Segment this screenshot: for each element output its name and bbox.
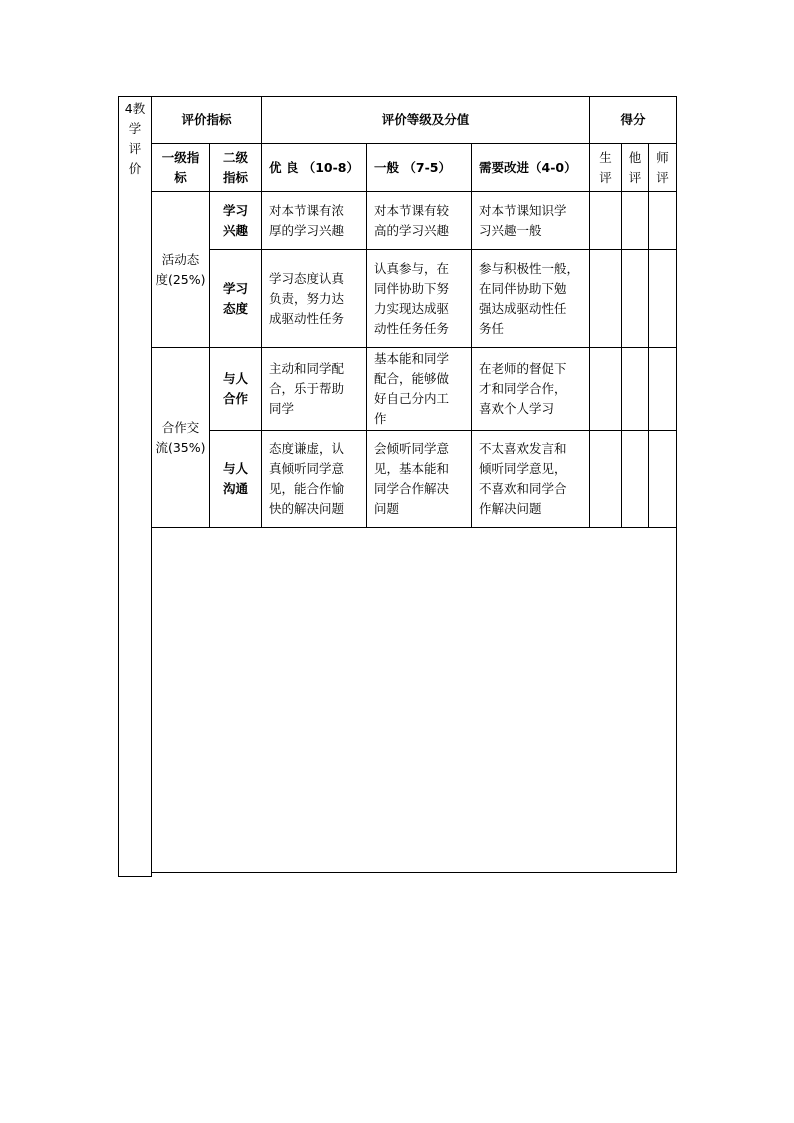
excellent-desc: 态度谦虚，认 真倾听同学意 见，能合作愉 快的解决问题 [262, 431, 367, 528]
teacher-score-cell[interactable] [649, 348, 677, 431]
improve-header: 需要改进（4-0） [472, 144, 590, 192]
average-desc: 会倾听同学意 见，基本能和 同学合作解决 问题 [367, 431, 472, 528]
evaluation-sheet [118, 96, 676, 877]
excellent-desc: 主动和同学配 合，乐于帮助 同学 [262, 348, 367, 431]
teacher-score-cell[interactable] [649, 431, 677, 528]
improve-desc: 对本节课知识学 习兴趣一般 [472, 192, 590, 250]
sub-indicator: 与人 沟通 [210, 431, 262, 528]
score-header: 得分 [590, 97, 677, 144]
sub-indicator: 与人 合作 [210, 348, 262, 431]
improve-desc: 参与积极性一般， 在同伴协助下勉 强达成驱动性任 务任 [472, 250, 590, 348]
self-score-cell[interactable] [590, 192, 622, 250]
notes-area-row [119, 528, 677, 873]
average-desc: 对本节课有较 高的学习兴趣 [367, 192, 472, 250]
peer-score-cell[interactable] [622, 250, 649, 348]
peer-score-cell[interactable] [622, 192, 649, 250]
teacher-score-cell[interactable] [649, 250, 677, 348]
excellent-header: 优 良 （10-8） [262, 144, 367, 192]
excellent-desc: 对本节课有浓 厚的学习兴趣 [262, 192, 367, 250]
grades-header: 评价等级及分值 [262, 97, 590, 144]
level1-header: 一级指 标 [152, 144, 210, 192]
peer-eval-header: 他 评 [622, 144, 649, 192]
self-score-cell[interactable] [590, 250, 622, 348]
level2-header: 二级 指标 [210, 144, 262, 192]
self-eval-header: 生 评 [590, 144, 622, 192]
improve-desc: 在老师的督促下 才和同学合作， 喜欢个人学习 [472, 348, 590, 431]
group-name-cooperation: 合作交 流(35%) [152, 348, 210, 528]
side-label: 4教 学 评 价 [119, 97, 152, 877]
sub-indicator: 学习 兴趣 [210, 192, 262, 250]
average-header: 一般 （7-5） [367, 144, 472, 192]
self-score-cell[interactable] [590, 348, 622, 431]
notes-area[interactable] [152, 528, 677, 873]
peer-score-cell[interactable] [622, 348, 649, 431]
excellent-desc: 学习态度认真 负责，努力达 成驱动性任务 [262, 250, 367, 348]
table-row [119, 348, 677, 431]
self-score-cell[interactable] [590, 431, 622, 528]
subheader-row [119, 144, 677, 192]
sub-indicator: 学习 态度 [210, 250, 262, 348]
header-row [119, 97, 677, 144]
indicators-header: 评价指标 [152, 97, 262, 144]
table-row [119, 192, 677, 250]
group-name-activity: 活动态 度(25%) [152, 192, 210, 348]
average-desc: 基本能和同学 配合，能够做 好自己分内工 作 [367, 348, 472, 431]
improve-desc: 不太喜欢发言和 倾听同学意见， 不喜欢和同学合 作解决问题 [472, 431, 590, 528]
average-desc: 认真参与，在 同伴协助下努 力实现达成驱 动性任务任务 [367, 250, 472, 348]
evaluation-table [118, 96, 677, 877]
peer-score-cell[interactable] [622, 431, 649, 528]
teacher-score-cell[interactable] [649, 192, 677, 250]
teacher-eval-header: 师 评 [649, 144, 677, 192]
